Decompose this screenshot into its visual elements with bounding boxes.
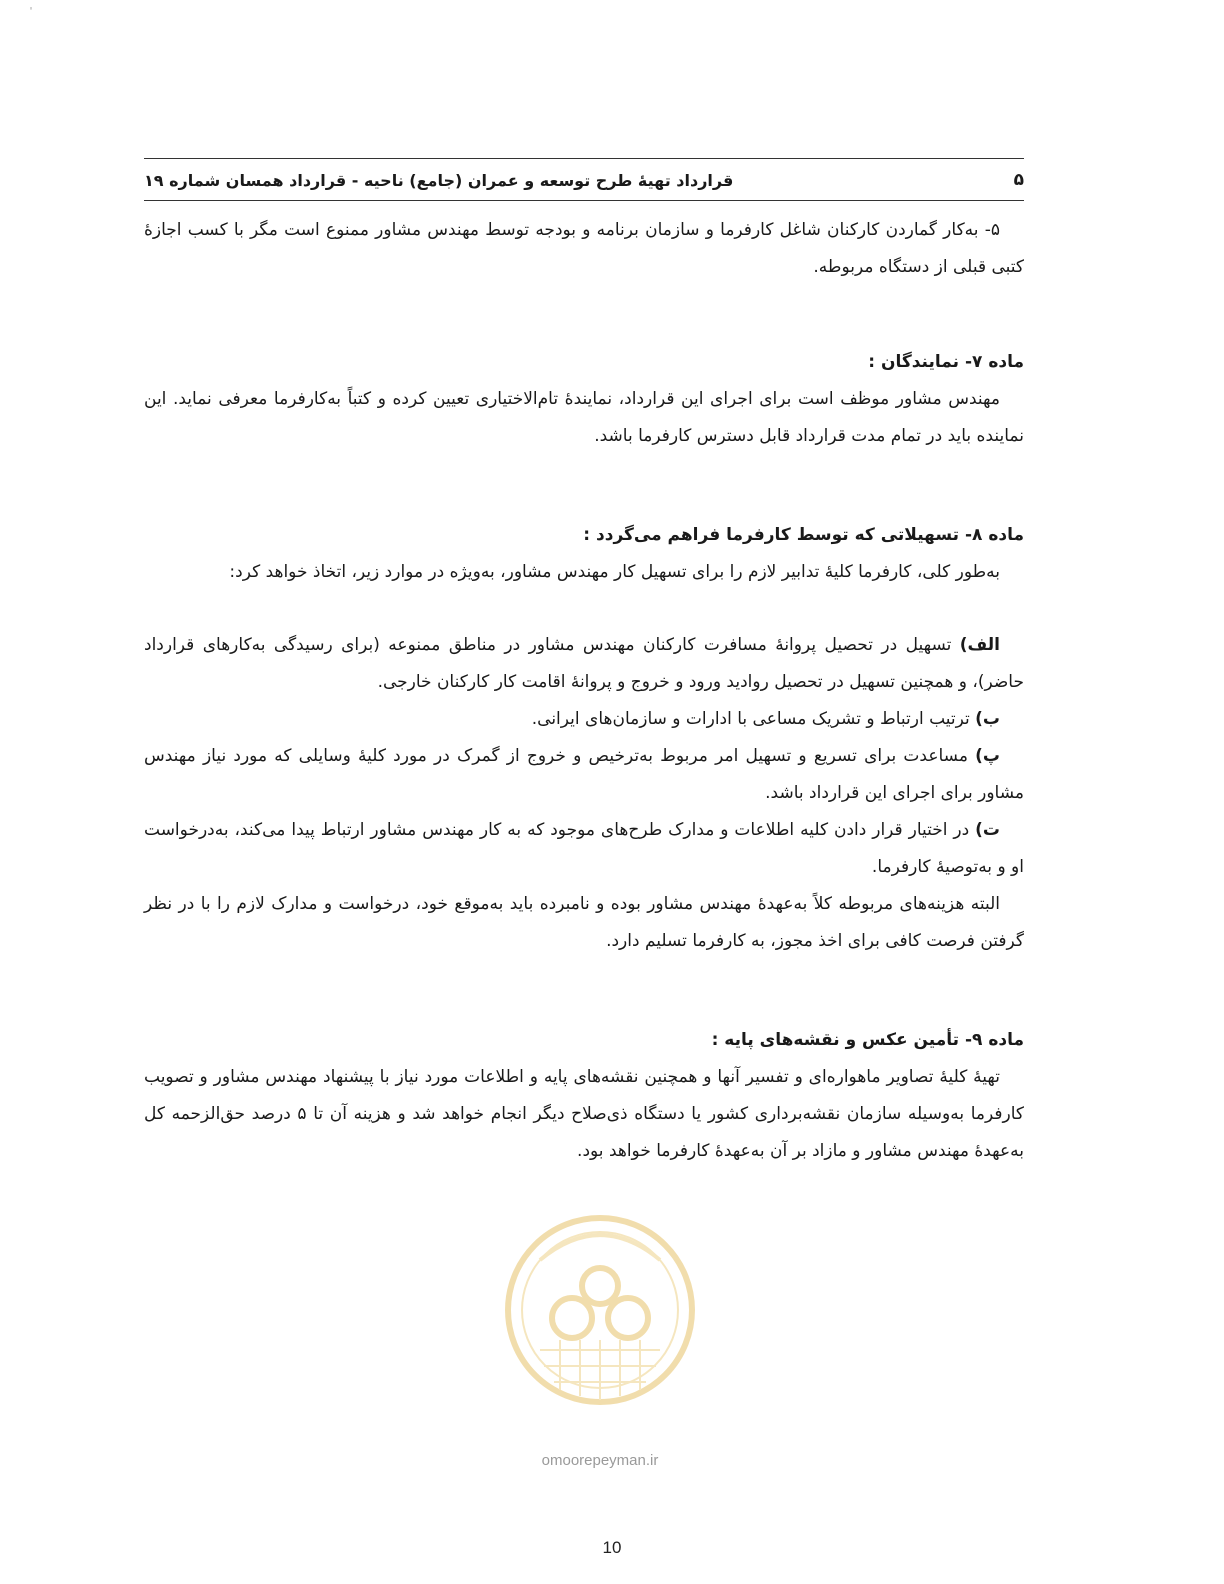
item-text: در اختیار قرار دادن کلیه اطلاعات و مدارک طرح‌های موجود که به کار مهندس مشاور ارتباط پیدا می‌کند، به‌درخواست او و به‌توصیهٔ کارفرما. <box>144 820 1024 877</box>
running-title: قرارداد تهیهٔ طرح توسعه و عمران (جامع) ناحیه - قرارداد همسان شماره ۱۹ <box>144 170 734 190</box>
item-text: تسهیل در تحصیل پروانهٔ مسافرت کارکنان مهندس مشاور در مناطق ممنوعه (برای رسیدگی به‌کارهای قرارداد حاضر)، و همچنین تسهیل در تحصیل روادید ورود و خروج و پروانهٔ اقامت کار کارکنان خارجی. <box>144 635 1024 692</box>
item-text: ترتیب ارتباط و تشریک مساعی با ادارات و سازمان‌های ایرانی. <box>531 709 976 729</box>
article-8-item-alef <box>144 627 1024 701</box>
header-rule-bottom <box>144 200 1024 201</box>
item-5-paragraph: ۵- به‌کار گماردن کارکنان شاغل کارفرما و سازمان برنامه و بودجه توسط مهندس مشاور ممنوع است مگر با کسب اجازهٔ کتبی قبلی از دستگاه مربوطه. <box>144 220 1024 277</box>
item-label: الف) <box>959 635 1000 655</box>
article-7-text: مهندس مشاور موظف است برای اجرای این قرارداد، نمایندهٔ تام‌الاختیاری تعیین کرده و کتباً به‌کارفرما معرفی نماید. این نماینده باید در تمام مدت قرارداد قابل دسترس کارفرما باشد. <box>144 389 1024 446</box>
header-rule-top <box>144 158 1024 159</box>
watermark-site: omoorepeyman.ir <box>541 1452 659 1469</box>
item-label: پ) <box>975 746 1000 766</box>
item-label: ت) <box>975 820 1000 840</box>
article-8-heading: ماده ۸- تسهیلاتی که توسط کارفرما فراهم می‌گردد : <box>583 525 1024 545</box>
article-8-closing: البته هزینه‌های مربوطه کلاً به‌عهدهٔ مهندس مشاور بوده و نامبرده باید به‌موقع خود، درخواست و مدارک لازم را با در نظر گرفتن فرصت کافی برای اخذ مجوز، به کارفرما تسلیم دارد. <box>144 894 1024 951</box>
article-9-heading: ماده ۹- تأمین عکس و نقشه‌های پایه : <box>711 1030 1024 1050</box>
item-label: ب) <box>975 709 1000 729</box>
header-page-number: ۵ <box>1013 170 1024 190</box>
corner-mark: ' <box>28 6 35 17</box>
running-header <box>144 166 1024 194</box>
article-8-item-be <box>144 701 1024 738</box>
article-9-text: تهیهٔ کلیهٔ تصاویر ماهواره‌ای و تفسیر آنها و همچنین نقشه‌های پایه و اطلاعات مورد نیاز با پیشنهاد مهندس مشاور و تصویب کارفرما به‌وسیله سازمان نقشه‌برداری کشور یا دستگاه ذی‌صلاح دیگر انجام خواهد شد و هزینه آن تا ۵ درصد حق‌الزحمه کل به‌عهدهٔ مهندس مشاور و مازاد بر آن به‌عهدهٔ کارفرما خواهد بود. <box>144 1067 1024 1161</box>
article-8-intro: به‌طور کلی، کارفرما کلیهٔ تدابیر لازم را برای تسهیل کار مهندس مشاور، به‌ویژه در موارد زیر، اتخاذ خواهد کرد: <box>229 562 1000 582</box>
article-8-item-te <box>144 812 1024 886</box>
watermark-seal-icon <box>500 1200 700 1440</box>
document-body <box>144 212 1024 1170</box>
item-text: مساعدت برای تسریع و تسهیل امر مربوط به‌ترخیص و خروج از گمرک در مورد کلیهٔ وسایلی که مورد نیاز مهندس مشاور برای اجرای این قرارداد باشد. <box>144 746 1024 803</box>
spacer <box>144 591 1024 627</box>
article-8-item-pe <box>144 738 1024 812</box>
footer-page-number: 10 <box>602 1538 622 1557</box>
article-7-heading: ماده ۷- نمایندگان : <box>868 352 1024 372</box>
